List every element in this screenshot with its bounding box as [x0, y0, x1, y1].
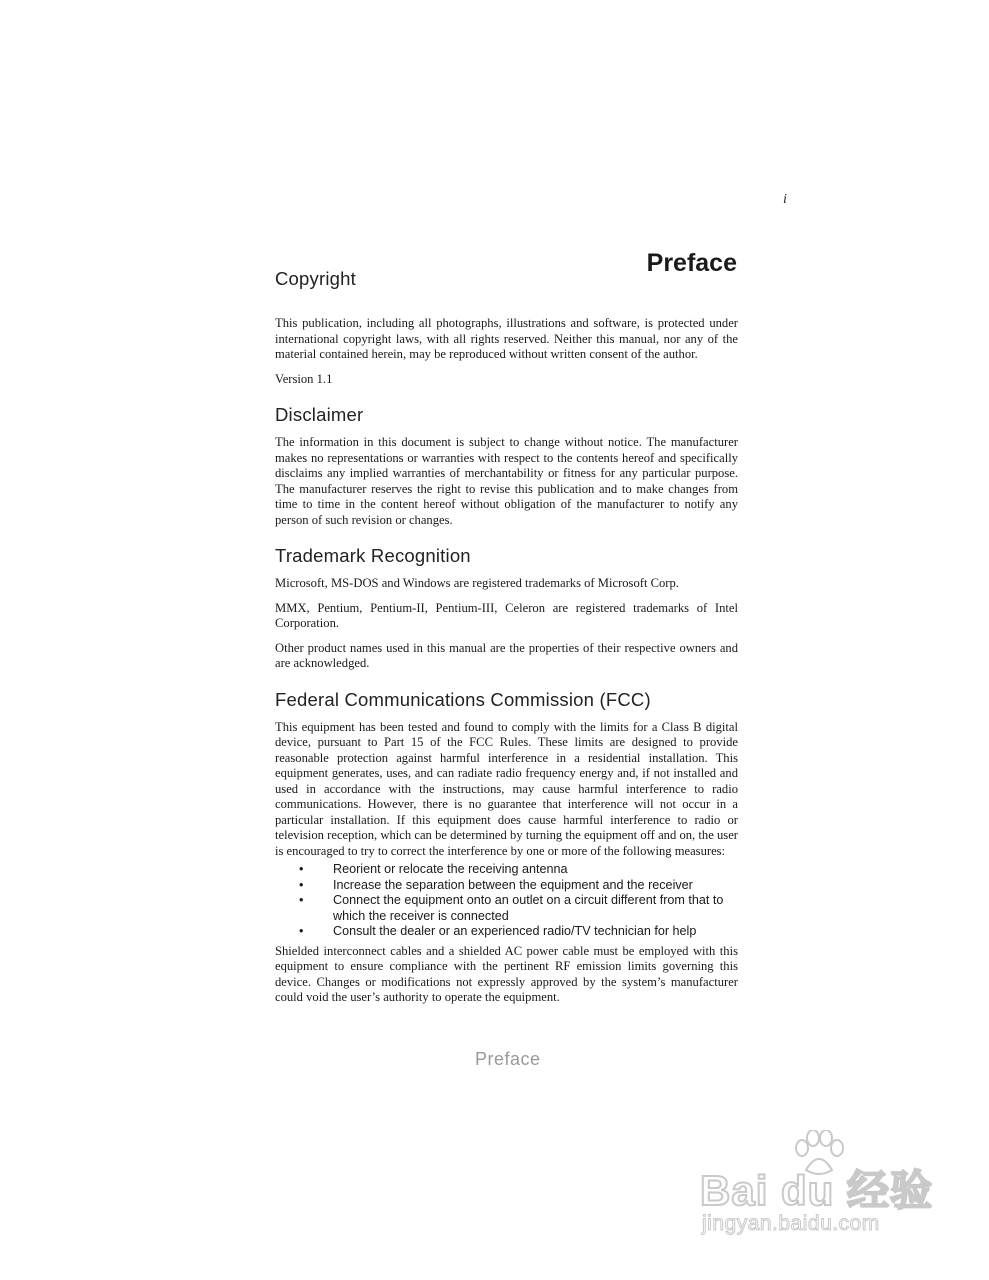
page-number: i — [783, 192, 787, 207]
bullet-icon: • — [299, 924, 304, 939]
list-item-text: Connect the equipment onto an outlet on a circuit different from that to which the receiver is connected — [333, 893, 724, 923]
section-trademark — [275, 545, 738, 672]
list-item — [275, 924, 738, 940]
section-disclaimer — [275, 404, 738, 528]
watermark-url: jingyan.baidu.com — [702, 1212, 880, 1235]
list-item — [275, 893, 738, 924]
trademark-paragraph: Other product names used in this manual are the properties of their respective owners and are acknowledged. — [275, 640, 738, 670]
fcc-closing-paragraph: Shielded interconnect cables and a shielded AC power cable must be employed with this equipment to ensure compliance with the pertinent RF emission limits governing this device. Changes or modifications not expressly approved by the system’s manufacturer could void the user’s authority to operate the equipment. — [275, 943, 738, 1005]
page-title: Preface — [646, 248, 737, 277]
version-text: Version 1.1 — [275, 371, 333, 386]
copyright-heading: Copyright — [275, 268, 356, 289]
list-item-text: Increase the separation between the equipment and the receiver — [333, 877, 693, 892]
fcc-measures-list — [275, 862, 738, 940]
watermark-logo-text: Bai du 经验 — [700, 1167, 934, 1214]
list-item — [275, 878, 738, 894]
document-body — [275, 268, 738, 1006]
footer-section-label: Preface — [475, 1049, 541, 1069]
baidu-watermark — [700, 1130, 940, 1250]
section-copyright — [275, 268, 738, 387]
list-item — [275, 862, 738, 878]
list-item-text: Reorient or relocate the receiving antenna — [333, 862, 568, 876]
trademark-paragraph: MMX, Pentium, Pentium-II, Pentium-III, Celeron are registered trademarks of Intel Corporation. — [275, 600, 738, 630]
fcc-heading: Federal Communications Commission (FCC) — [275, 688, 651, 710]
bullet-icon: • — [299, 862, 304, 876]
bullet-icon: • — [299, 893, 304, 908]
bullet-icon: • — [299, 877, 304, 892]
list-item-text: Consult the dealer or an experienced radio/TV technician for help — [333, 924, 697, 939]
disclaimer-paragraph: The information in this document is subject to change without notice. The manufacturer makes no representations or warranties with respect to the contents hereof and specifically disclaims any implied warranties of merchantability or fitness for any particular purpose. The manufacturer reserves the right to revise this publication and to make changes from time to time in the content hereof without obligation of the manufacturer to notify any person of such revision or changes. — [275, 435, 738, 527]
fcc-intro-paragraph: This equipment has been tested and found to comply with the limits for a Class B digital device, pursuant to Part 15 of the FCC Rules. These limits are designed to provide reasonable protection against harmful interference in a residential installation. This equipment generates, uses, and can radiate radio frequency energy and, if not installed and used in accordance with the instructions, may cause harmful interference to radio communications. However, there is no guarantee that interference will not occur in a particular installation. If this equipment does cause harmful interference to radio or television reception, which can be determined by turning the equipment off and on, the user is encouraged to try to correct the interference by one or more of the following measures: — [275, 719, 738, 858]
disclaimer-heading: Disclaimer — [275, 404, 364, 425]
trademark-heading: Trademark Recognition — [275, 545, 471, 566]
copyright-paragraph: This publication, including all photographs, illustrations and software, is protected under international copyright laws, with all rights reserved. Neither this manual, nor any of the material contained herein, may be reproduced without written consent of the author. — [275, 316, 738, 361]
section-fcc — [275, 689, 738, 1006]
trademark-paragraph: Microsoft, MS-DOS and Windows are registered trademarks of Microsoft Corp. — [275, 576, 679, 590]
